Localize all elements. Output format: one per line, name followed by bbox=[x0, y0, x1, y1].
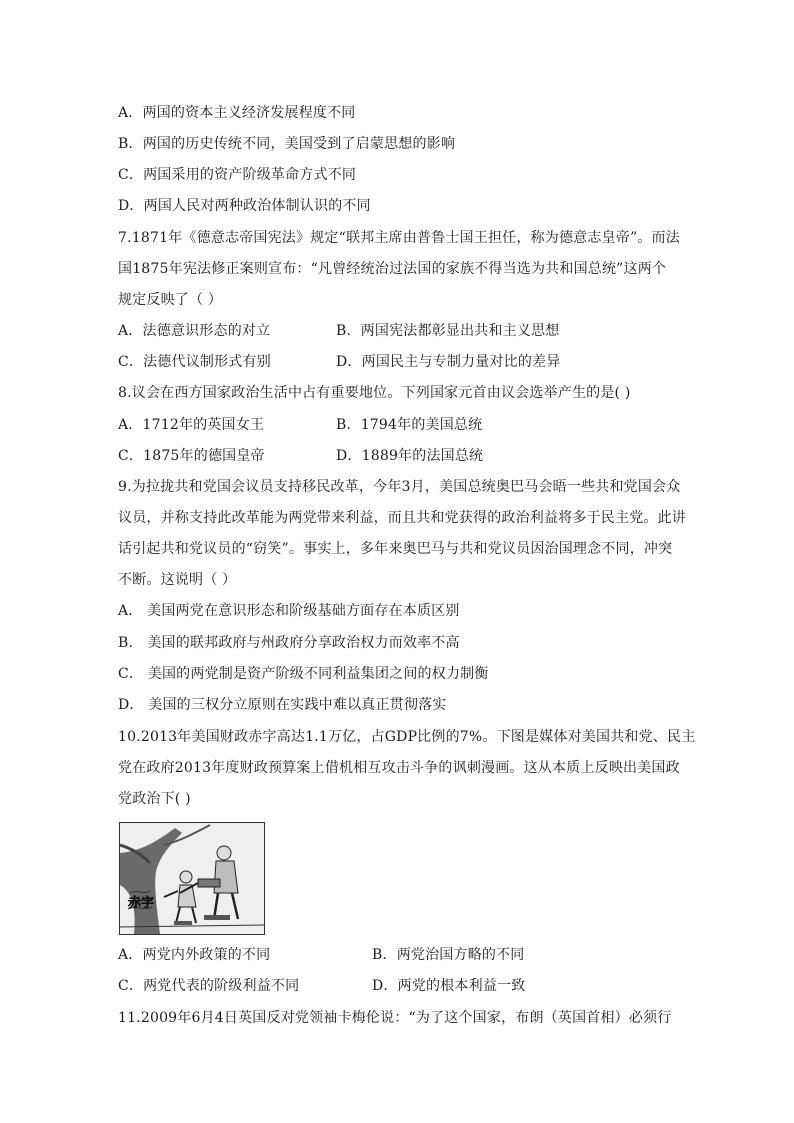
q6-option-a: A．两国的资本主义经济发展程度不同 bbox=[118, 105, 356, 121]
cartoon-drawing bbox=[120, 823, 264, 934]
q8-option-c: C．1875年的德国皇帝 bbox=[118, 448, 265, 464]
q6-option-d: D．两国人民对两种政治体制认识的不同 bbox=[118, 198, 371, 214]
q9-option-a: A． 美国两党在意识形态和阶级基础方面存在本质区别 bbox=[118, 603, 460, 619]
q9-option-b: B． 美国的联邦政府与州政府分享政治权力而效率不高 bbox=[118, 635, 460, 651]
q7-option-a: A．法德意识形态的对立 bbox=[118, 323, 271, 339]
q8-options-row-2 bbox=[118, 446, 688, 466]
q10-stem-line-2: 党在政府2013年度财政预算案上借机相互攻击斗争的讽刺漫画。这从本质上反映出美国政 bbox=[118, 760, 680, 776]
q6-option-c: C．两国采用的资产阶级革命方式不同 bbox=[118, 167, 357, 183]
cartoon-deficit-label: 赤字 bbox=[128, 896, 155, 911]
q9-stem-line-1: 9.为拉拢共和党国会议员支持移民改革，今年3月，美国总统奥巴马会晤一些共和党国会众 bbox=[118, 479, 681, 495]
q8-options-row-1 bbox=[118, 415, 688, 435]
q7-stem-line-3: 规定反映了（ ） bbox=[118, 292, 223, 308]
q10-option-c: C．两党代表的阶级利益不同 bbox=[118, 978, 300, 994]
q7-options-row-1 bbox=[118, 321, 688, 341]
q7-stem-line-1: 7.1871年《德意志帝国宪法》规定“联邦主席由普鲁士国王担任，称为德意志皇帝”。而法 bbox=[118, 230, 680, 246]
q9-stem-line-2: 议员，并称支持此改革能为两党带来利益，而且共和党获得的政治利益将多于民主党。此讲 bbox=[118, 510, 686, 526]
q10-option-d: D．两党的根本利益一致 bbox=[372, 978, 526, 994]
q10-options-row-1 bbox=[118, 945, 688, 965]
q9-option-d: D． 美国的三权分立原则在实践中难以真正贯彻落实 bbox=[118, 697, 447, 713]
q8-stem: 8.议会在西方国家政治生活中占有重要地位。下列国家元首由议会选举产生的是( ) bbox=[118, 385, 631, 401]
q10-stem-line-3: 党政治下( ) bbox=[118, 791, 191, 807]
q7-options-row-2 bbox=[118, 352, 688, 372]
q7-option-c: C．法德代议制形式有别 bbox=[118, 354, 271, 370]
q9-stem-line-3: 话引起共和党议员的“窃笑”。事实上，多年来奥巴马与共和党议员因治国理念不同，冲突 bbox=[118, 541, 673, 557]
q6-option-b: B．两国的历史传统不同，美国受到了启蒙思想的影响 bbox=[118, 136, 456, 152]
q10-options-row-2 bbox=[118, 976, 688, 996]
q9-stem-line-4: 不断。这说明（ ） bbox=[118, 572, 237, 588]
q10-stem-line-1: 10.2013年美国财政赤字高达1.1万亿，占GDP比例的7%。下图是媒体对美国共和党、民主 bbox=[118, 729, 696, 745]
q11-stem: 11.2009年6月4日英国反对党领袖卡梅伦说：“为了这个国家，布朗（英国首相）必须行 bbox=[118, 1010, 672, 1026]
q8-option-a: A．1712年的英国女王 bbox=[118, 417, 265, 433]
q8-option-b: B．1794年的美国总统 bbox=[336, 417, 483, 433]
q7-option-d: D．两国民主与专制力量对比的差异 bbox=[336, 354, 561, 370]
satire-cartoon-image bbox=[119, 822, 265, 935]
q9-option-c: C． 美国的两党制是资产阶级不同利益集团之间的权力制衡 bbox=[118, 666, 489, 682]
q10-option-a: A．两党内外政策的不同 bbox=[118, 947, 271, 963]
q7-stem-line-2: 国1875年宪法修正案则宣布：“凡曾经统治过法国的家族不得当选为共和国总统”这两个 bbox=[118, 261, 667, 277]
q10-option-b: B．两党治国方略的不同 bbox=[372, 947, 525, 963]
q8-option-d: D．1889年的法国总统 bbox=[336, 448, 484, 464]
q7-option-b: B．两国宪法都彰显出共和主义思想 bbox=[336, 323, 560, 339]
